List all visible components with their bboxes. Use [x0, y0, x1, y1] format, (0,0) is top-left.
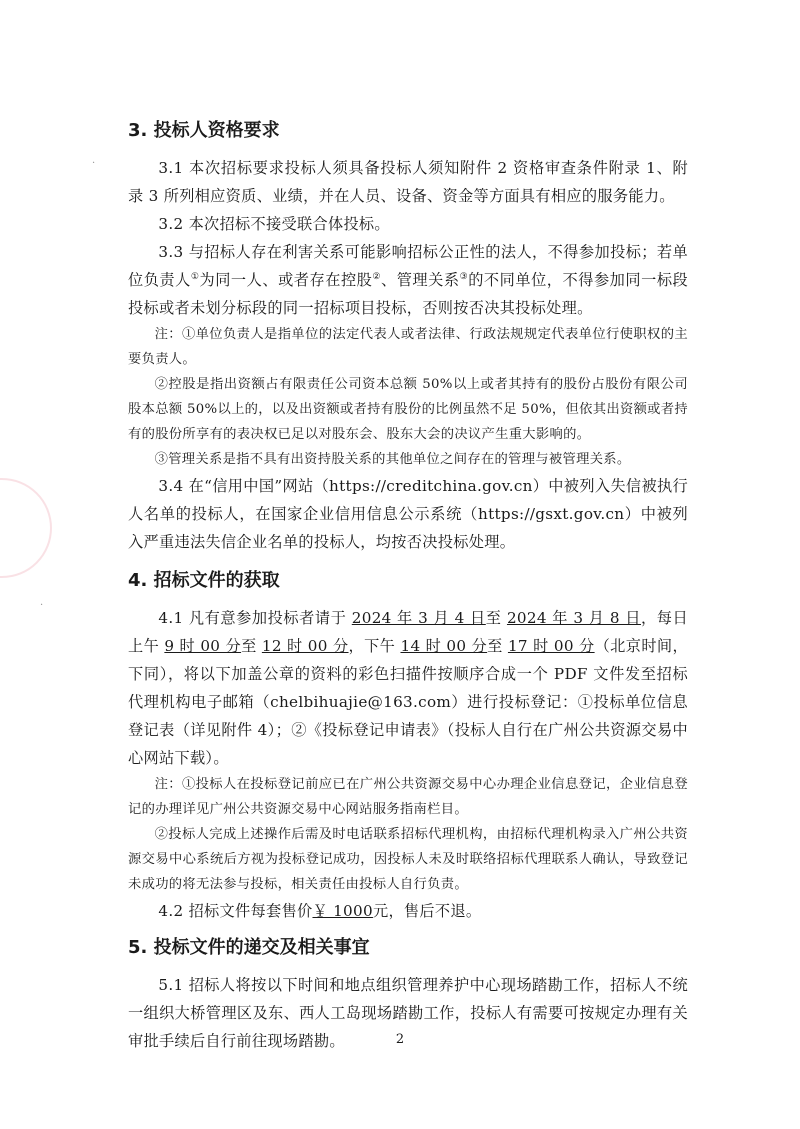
- note-4-1: 注：①投标人在投标登记前应已在广州公共资源交易中心办理企业信息登记，企业信息登记的办理详见广州公共资源交易中心网站服务指南栏目。: [128, 777, 688, 817]
- price-value: ￥ 1000: [312, 902, 373, 920]
- note-3-2: ②控股是指出资额占有限责任公司资本总额 50%以上或者其持有的股份占股份有限公司股本总额 50%以上的，以及出资额或者持有股份的比例虽然不足 50%，但依其出资额或者持有的股份所享有的表决权已足以对股东会、股东大会的决议产生重大影响的。: [128, 377, 688, 442]
- am-end-time: 12 时 00 分: [261, 637, 349, 655]
- footnote-ref-2: ②: [372, 271, 381, 282]
- end-date: 2024 年 3 月 8 日: [506, 609, 641, 627]
- note-3-3: ③管理关系是指不具有出资持股关系的其他单位之间存在的管理与被管理关系。: [154, 452, 631, 467]
- document-content: [128, 118, 688, 1055]
- scan-speck: ·: [92, 158, 96, 169]
- section-3-heading: 3. 投标人资格要求: [128, 120, 280, 141]
- pm-end-time: 17 时 00 分: [507, 637, 595, 655]
- page-number: 2: [395, 1032, 405, 1047]
- paragraph-4-2: 4.2 招标文件每套售价￥ 1000元，售后不退。: [158, 902, 482, 920]
- pm-start-time: 14 时 00 分: [400, 637, 488, 655]
- paragraph-5-1: 5.1 招标人将按以下时间和地点组织管理养护中心现场踏勘工作，招标人不统一组织大桥管理区及东、西人工岛现场踏勘工作，投标人有需要可按规定办理有关审批手续后自行前往现场踏勘。: [128, 976, 688, 1050]
- paragraph-4-1: 4.1 凡有意参加投标者请于 2024 年 3 月 4 日至 2024 年 3 月 8 日，每日上午 9 时 00 分至 12 时 00 分，下午 14 时 00 分至 17 时 00 分（北京时间，下同），将以下加盖公章的资料的彩色扫描件按顺序合成一个 PDF 文件发至招标代理机构电子邮箱（chelbihuajie@163.com）进行投标登记：①投标单位信息登记表（详见附件 4）；②《投标登记申请表》（投标人自行在广州公共资源交易中心网站下载）。: [128, 609, 688, 767]
- red-seal-stamp-fragment: [0, 478, 52, 578]
- paragraph-3-1: 3.1 本次招标要求投标人须具备投标人须知附件 2 资格审查条件附录 1、附录 3 所列相应资质、业绩，并在人员、设备、资金等方面具有相应的服务能力。: [128, 159, 688, 205]
- am-start-time: 9 时 00 分: [164, 637, 242, 655]
- paragraph-3-4: 3.4 在“信用中国”网站（https://creditchina.gov.cn）中被列入失信被执行人名单的投标人，在国家企业信用信息公示系统（https://gsxt.gov.cn）中被列入严重违法失信企业名单的投标人，均按否决投标处理。: [128, 477, 688, 551]
- footnote-ref-1: ①: [190, 271, 200, 282]
- scan-speck: ·: [40, 600, 44, 611]
- note-3-1: 注：①单位负责人是指单位的法定代表人或者法律、行政法规规定代表单位行使职权的主要负责人。: [128, 327, 688, 367]
- section-5-heading: 5. 投标文件的递交及相关事宜: [128, 937, 370, 958]
- section-4-heading: 4. 招标文件的获取: [128, 570, 280, 591]
- paragraph-3-3: 3.3 与招标人存在利害关系可能影响招标公正性的法人，不得参加投标；若单位负责人①为同一人、或者存在控股②、管理关系③的不同单位，不得参加同一标段投标或者未划分标段的同一招标项目投标，否则按否决其投标处理。: [128, 243, 689, 317]
- footnote-ref-3: ③: [459, 271, 469, 282]
- note-4-2: ②投标人完成上述操作后需及时电话联系招标代理机构，由招标代理机构录入广州公共资源交易中心系统后方视为投标登记成功，因投标人未及时联络招标代理联系人确认，导致登记未成功的将无法参与投标，相关责任由投标人自行负责。: [128, 827, 688, 892]
- start-date: 2024 年 3 月 4 日: [351, 609, 486, 627]
- paragraph-3-2: 3.2 本次招标不接受联合体投标。: [158, 215, 390, 233]
